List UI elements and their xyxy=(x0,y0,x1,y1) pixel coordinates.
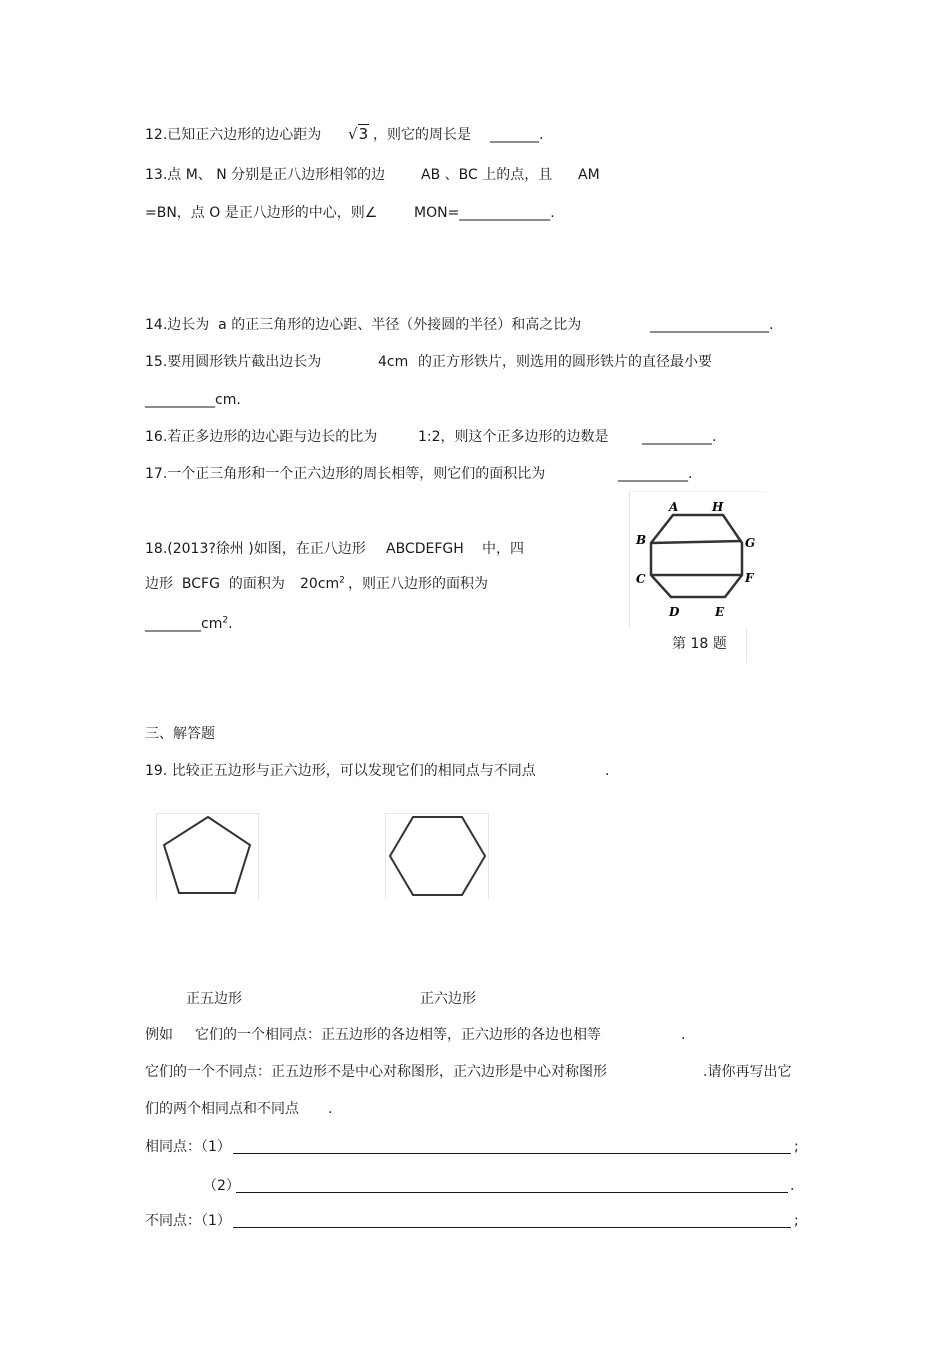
same-2-answer-line[interactable] xyxy=(236,1192,788,1193)
vertex-label-a: A xyxy=(669,500,679,514)
vertex-label-e: E xyxy=(715,605,725,619)
q19-example-end: . xyxy=(681,1027,686,1043)
q19-example-b: 它们的一个相同点：正五边形的各边相等，正六边形的各边也相等 xyxy=(195,1027,601,1043)
vertex-label-c: C xyxy=(636,572,646,586)
pentagon-label: 正五边形 xyxy=(186,991,242,1007)
vertex-label-f: F xyxy=(745,571,754,585)
q12-text: 12.已知正六边形的边心距为 xyxy=(145,127,322,143)
hexagon-label: 正六边形 xyxy=(420,991,476,1007)
q12-text-2: ，则它的周长是 xyxy=(373,127,471,143)
q19-example3-a: 们的两个相同点和不同点 xyxy=(145,1101,299,1117)
diff-1-answer-line[interactable] xyxy=(233,1227,791,1228)
same-2-label: （2） xyxy=(203,1178,240,1194)
q18-blank-sup: 2 xyxy=(222,615,229,626)
segment-bg xyxy=(651,541,742,543)
q18-area: 20cm xyxy=(300,576,340,592)
section-heading: 三、解答题 xyxy=(145,726,215,742)
vertex-label-b: B xyxy=(636,533,647,547)
q17-blank: __________. xyxy=(618,466,693,482)
q19-text: 19. 比较正五边形与正六边形，可以发现它们的相同点与不同点 xyxy=(145,763,536,779)
sqrt-symbol: √3 xyxy=(348,125,369,143)
q18-line3 xyxy=(145,615,233,633)
pentagon-shape xyxy=(164,817,250,893)
pentagon-figure xyxy=(156,813,259,901)
q13-line2-b: MON=_____________. xyxy=(414,205,555,221)
q14-text: 14.边长为 a 的正三角形的边心距、半径（外接圆的半径）和高之比为 xyxy=(145,317,582,333)
hexagon-shape xyxy=(390,817,485,895)
q18-line1-b: ABCDEFGH xyxy=(386,541,464,557)
q18-line2-c: ，则正八边形的面积为 xyxy=(348,576,488,592)
q17-text: 17.一个正三角形和一个正六边形的周长相等，则它们的面积比为 xyxy=(145,466,546,482)
q19-example2-a: 它们的一个不同点：正五边形不是中心对称图形，正六边形是中心对称图形 xyxy=(145,1064,607,1080)
q16-text-b: 1:2，则这个正多边形的边数是 xyxy=(418,429,609,445)
q19-period: . xyxy=(605,763,610,779)
vertex-label-g: G xyxy=(745,536,756,550)
q19-example3-end: . xyxy=(328,1101,333,1117)
q18-figure-caption: 第 18 题 xyxy=(672,636,727,652)
vertex-label-h: H xyxy=(712,500,724,514)
vertex-label-d: D xyxy=(669,605,680,619)
q18-blank: ________cm xyxy=(145,616,223,632)
same-1-label: 相同点：（1） xyxy=(145,1139,231,1155)
same-2-end: . xyxy=(790,1178,795,1194)
q13-line1-b: AB 、BC 上的点，且 xyxy=(421,167,553,183)
q15-text-c: 的正方形铁片，则选用的圆形铁片的直径最小要 xyxy=(418,354,712,370)
q18-line1-a: 18.(2013?徐州 )如图，在正八边形 xyxy=(145,541,366,557)
q13-line1-c: AM xyxy=(578,167,600,183)
q18-line1-c: 中，四 xyxy=(482,541,524,557)
q12-blank: _______. xyxy=(490,127,544,143)
q19-example2-b: .请你再写出它 xyxy=(703,1064,792,1080)
sqrt-radicand: 3 xyxy=(358,125,369,143)
same-1-answer-line[interactable] xyxy=(233,1153,791,1154)
q19-example-a: 例如 xyxy=(145,1027,173,1043)
q16-blank: __________. xyxy=(642,429,717,445)
q14-blank: _________________. xyxy=(650,317,774,333)
diff-1-end: ; xyxy=(794,1213,799,1229)
q15-text-a: 15.要用圆形铁片截出边长为 xyxy=(145,354,322,370)
octagon-shape xyxy=(651,515,742,597)
q13-line1-a: 13.点 M、 N 分别是正八边形相邻的边 xyxy=(145,167,386,183)
diff-1-label: 不同点：（1） xyxy=(145,1213,231,1229)
q16-text-a: 16.若正多边形的边心距与边长的比为 xyxy=(145,429,378,445)
q13-line2-a: =BN，点 O 是正八边形的中心，则∠ xyxy=(145,205,378,221)
q18-period: . xyxy=(228,616,233,632)
q18-area-sup: 2 xyxy=(339,575,345,586)
hexagon-figure xyxy=(385,813,489,899)
same-1-end: ; xyxy=(794,1139,799,1155)
q18-line2-b xyxy=(300,575,345,593)
q15-line2: __________cm. xyxy=(145,392,241,408)
q15-text-b: 4cm xyxy=(378,354,409,370)
q18-line2-a: 边形 BCFG 的面积为 xyxy=(145,576,285,592)
